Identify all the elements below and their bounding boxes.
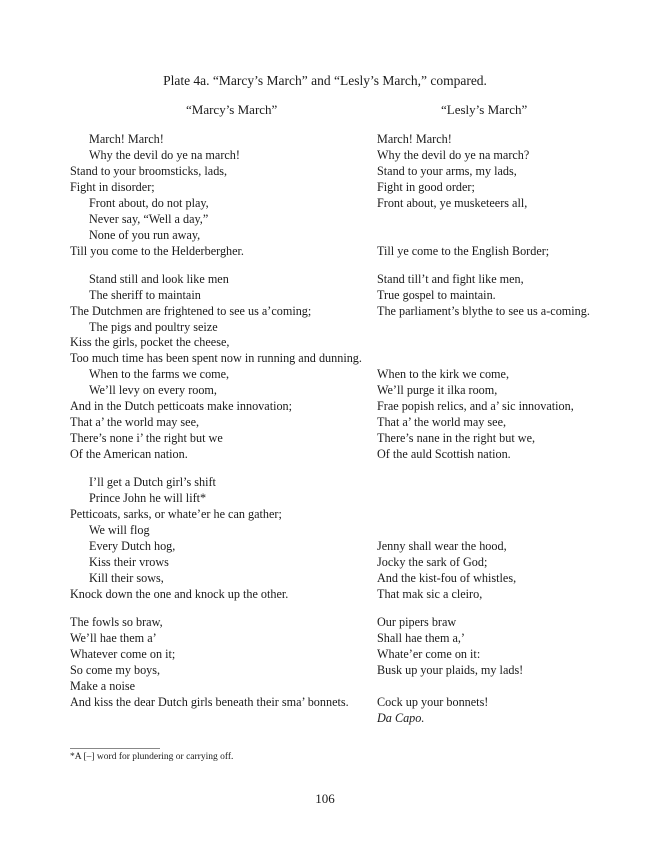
left-verse-line: Kiss their vrows bbox=[89, 555, 169, 569]
right-verse-line: Whate’er come on it: bbox=[377, 647, 481, 661]
left-verse-line: Of the American nation. bbox=[70, 447, 188, 461]
left-verse-line: I’ll get a Dutch girl’s shift bbox=[89, 475, 216, 489]
left-verse-line: Till you come to the Helderbergher. bbox=[70, 244, 244, 258]
left-verse-line: Petticoats, sarks, or whate’er he can gather; bbox=[70, 507, 282, 521]
plate-title: Plate 4a. “Marcy’s March” and “Lesly’s March,” compared. bbox=[163, 73, 487, 88]
left-verse-line: We will flog bbox=[89, 523, 150, 537]
left-verse-line: Knock down the one and knock up the other. bbox=[70, 587, 289, 601]
right-verse-line: Our pipers braw bbox=[377, 615, 457, 629]
left-verse-line: We’ll levy on every room, bbox=[89, 383, 217, 397]
left-verse-line: Make a noise bbox=[70, 679, 135, 693]
left-column-heading: “Marcy’s March” bbox=[186, 102, 278, 117]
left-verse-line: March! March! bbox=[89, 132, 164, 146]
right-verse-line: There’s nane in the right but we, bbox=[377, 431, 536, 445]
right-verse-line: Till ye come to the English Border; bbox=[377, 244, 550, 258]
right-verse-line: Front about, ye musketeers all, bbox=[377, 196, 528, 210]
right-verse-line: Cock up your bonnets! bbox=[377, 695, 489, 709]
right-verse-line: We’ll purge it ilka room, bbox=[377, 383, 498, 397]
footnote: *A [–] word for plundering or carrying off. bbox=[70, 752, 234, 762]
right-verse-line: Shall hae them a,’ bbox=[377, 631, 465, 645]
left-verse-line: The sheriff to maintain bbox=[89, 288, 201, 302]
left-verse-line: Fight in disorder; bbox=[70, 180, 155, 194]
left-verse-line: We’ll hae them a’ bbox=[70, 631, 157, 645]
right-verse-line: Of the auld Scottish nation. bbox=[377, 447, 511, 461]
left-verse-line: The pigs and poultry seize bbox=[89, 320, 218, 334]
right-verse-line: The parliament’s blythe to see us a-coming. bbox=[377, 304, 590, 318]
left-verse-line: None of you run away, bbox=[89, 228, 201, 242]
left-verse-line: The fowls so braw, bbox=[70, 615, 163, 629]
left-verse-line: That a’ the world may see, bbox=[70, 415, 200, 429]
left-verse-line: So come my boys, bbox=[70, 663, 161, 677]
left-verse-line: There’s none i’ the right but we bbox=[70, 431, 223, 445]
right-verse-line: Jenny shall wear the hood, bbox=[377, 539, 507, 553]
right-verse-line: And the kist-fou of whistles, bbox=[377, 571, 517, 585]
right-verse-line: Stand till’t and fight like men, bbox=[377, 272, 524, 286]
left-verse-line: Whatever come on it; bbox=[70, 647, 176, 661]
footnote-rule bbox=[70, 748, 160, 749]
right-verse-line: Fight in good order; bbox=[377, 180, 475, 194]
left-verse-line: Stand to your broomsticks, lads, bbox=[70, 164, 228, 178]
left-verse-line: Kiss the girls, pocket the cheese, bbox=[70, 335, 230, 349]
right-verse-line: Da Capo. bbox=[377, 711, 425, 725]
right-verse-line: Jocky the sark of God; bbox=[377, 555, 488, 569]
left-verse-line: Kill their sows, bbox=[89, 571, 164, 585]
left-verse-line: Stand still and look like men bbox=[89, 272, 229, 286]
left-verse-line: Why the devil do ye na march! bbox=[89, 148, 240, 162]
right-verse-line: Stand to your arms, my lads, bbox=[377, 164, 517, 178]
right-verse-line: That mak sic a cleiro, bbox=[377, 587, 483, 601]
right-verse-line: March! March! bbox=[377, 132, 452, 146]
right-verse-line: Frae popish relics, and a’ sic innovation, bbox=[377, 399, 574, 413]
right-verse-line: Why the devil do ye na march? bbox=[377, 148, 530, 162]
right-verse-line: When to the kirk we come, bbox=[377, 367, 509, 381]
left-verse-line: Prince John he will lift* bbox=[89, 491, 207, 505]
left-verse-line: Never say, “Well a day,” bbox=[89, 212, 209, 226]
right-verse-line: Busk up your plaids, my lads! bbox=[377, 663, 524, 677]
left-verse-line: Too much time has been spent now in running and dunning. bbox=[70, 351, 362, 365]
right-column-heading: “Lesly’s March” bbox=[441, 102, 528, 117]
left-verse-line: Front about, do not play, bbox=[89, 196, 209, 210]
left-verse-line: And in the Dutch petticoats make innovation; bbox=[70, 399, 293, 413]
right-verse-line: That a’ the world may see, bbox=[377, 415, 507, 429]
left-verse-line: When to the farms we come, bbox=[89, 367, 230, 381]
left-verse-line: The Dutchmen are frightened to see us a’coming; bbox=[70, 304, 312, 318]
left-verse-line: And kiss the dear Dutch girls beneath their sma’ bonnets. bbox=[70, 695, 349, 709]
left-verse-line: Every Dutch hog, bbox=[89, 539, 176, 553]
right-verse-line: True gospel to maintain. bbox=[377, 288, 496, 302]
page-number: 106 bbox=[315, 791, 335, 806]
